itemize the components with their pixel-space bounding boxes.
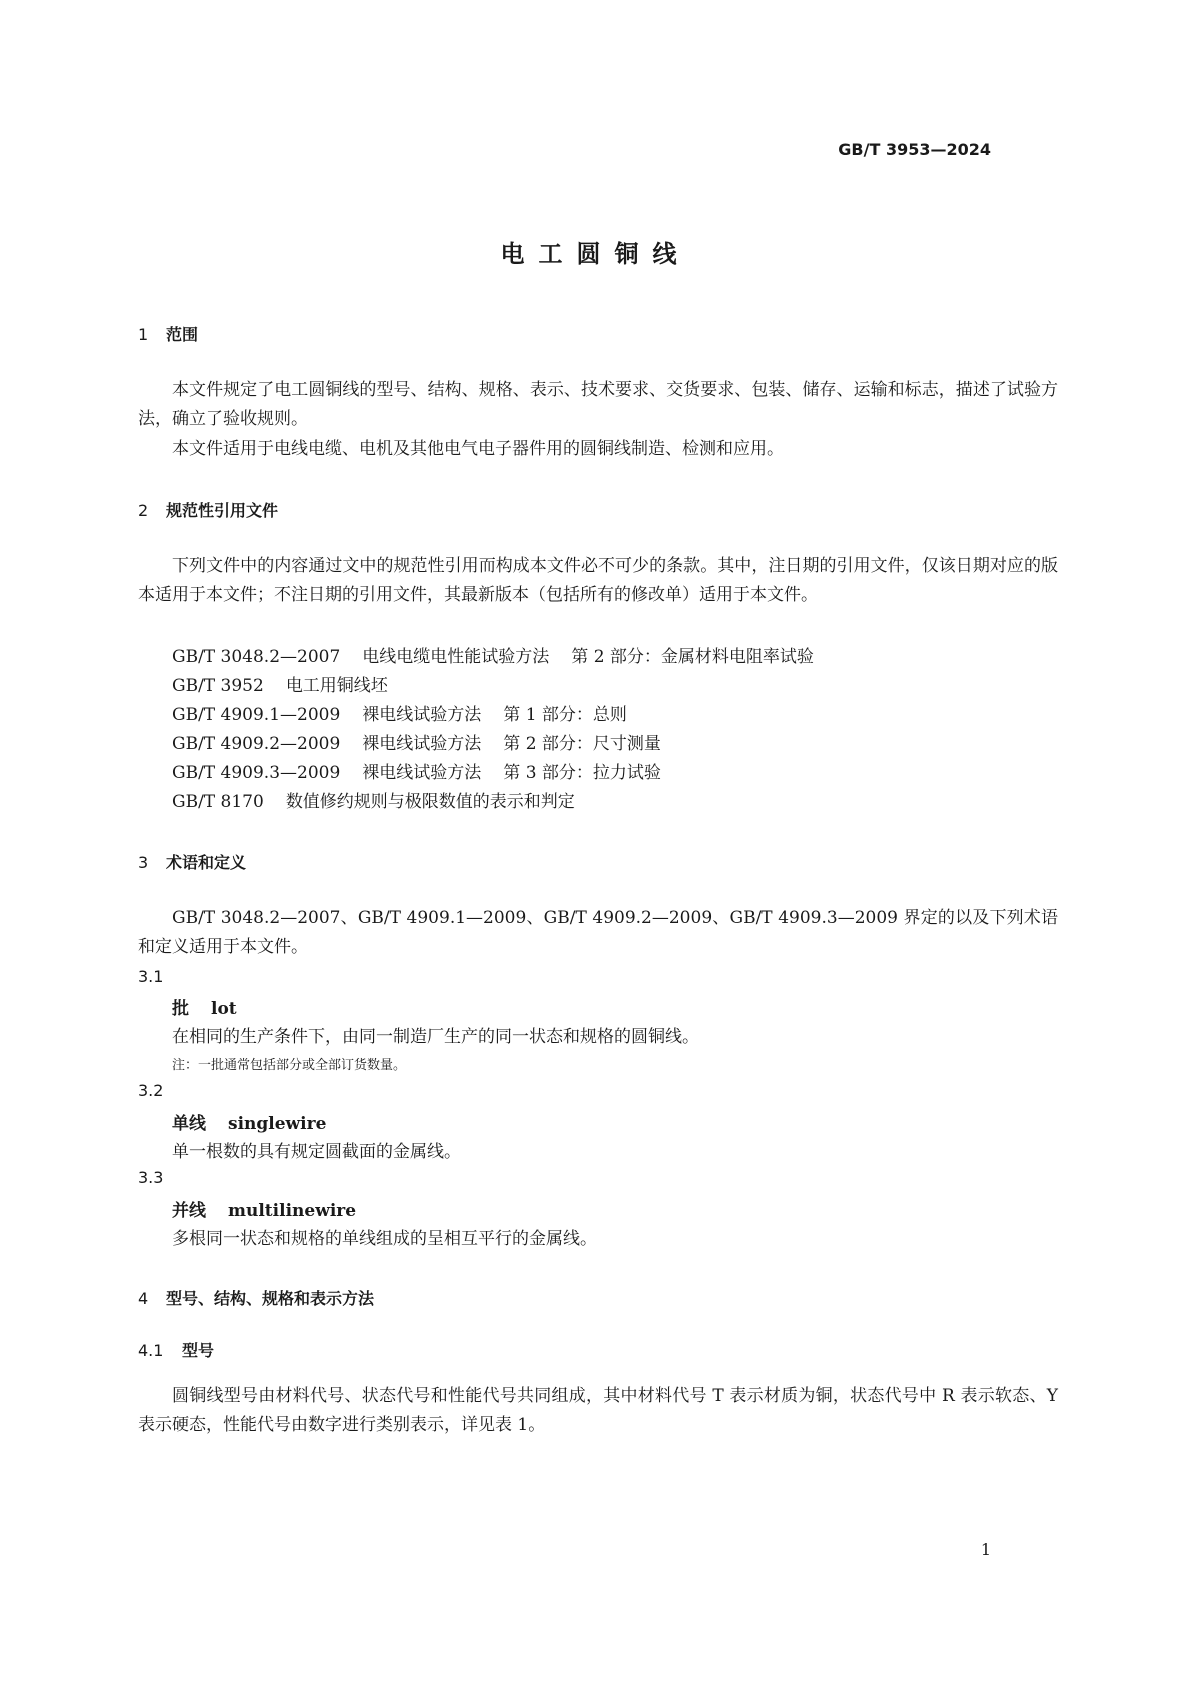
term-en: lot <box>211 999 237 1019</box>
reference-item <box>172 729 661 754</box>
document-title: 电工圆铜线 <box>500 240 691 268</box>
reference-title: 裸电线试验方法 <box>362 734 482 754</box>
term-number: 3.3 <box>138 1168 164 1187</box>
reference-item <box>172 700 627 725</box>
reference-part: 第 2 部分：金属材料电阻率试验 <box>571 647 814 667</box>
term-note: 注：一批通常包括部分或全部订货数量。 <box>172 1058 407 1073</box>
section-number: 4 <box>138 1289 149 1308</box>
subsection-title: 型号 <box>182 1341 215 1360</box>
section-number: 1 <box>138 325 149 344</box>
term-zh: 批 <box>172 999 189 1019</box>
section-title: 术语和定义 <box>166 853 247 872</box>
term-heading <box>172 1196 356 1221</box>
section-title: 型号、结构、规格和表示方法 <box>166 1289 375 1308</box>
section-title: 范围 <box>166 325 199 344</box>
term-definition: 单一根数的具有规定圆截面的金属线。 <box>172 1142 461 1162</box>
term-heading <box>172 1109 326 1134</box>
section-3-paragraph-1: GB/T 3048.2—2007、GB/T 4909.1—2009、GB/T 4909.2—2009、GB/T 4909.3—2009 界定的以及下列术语和定义适用于本文件。 <box>138 908 1058 957</box>
reference-item <box>172 787 575 812</box>
term-en: singlewire <box>228 1114 327 1134</box>
section-3-heading <box>138 850 246 873</box>
section-1-paragraph-2: 本文件适用于电线电缆、电机及其他电气电子器件用的圆铜线制造、检测和应用。 <box>172 439 784 459</box>
reference-code: GB/T 4909.1—2009 <box>172 705 341 725</box>
reference-part: 第 3 部分：拉力试验 <box>503 763 661 783</box>
reference-title: 裸电线试验方法 <box>362 705 482 725</box>
reference-title: 电工用铜线坯 <box>285 676 388 696</box>
standard-code: GB/T 3953—2024 <box>838 140 991 159</box>
reference-item <box>172 642 814 667</box>
reference-code: GB/T 3048.2—2007 <box>172 647 341 667</box>
reference-title: 数值修约规则与极限数值的表示和判定 <box>285 792 575 812</box>
term-en: multilinewire <box>228 1201 357 1221</box>
section-2-heading <box>138 498 278 521</box>
section-1-heading <box>138 322 198 345</box>
reference-code: GB/T 3952 <box>172 676 264 696</box>
term-definition: 多根同一状态和规格的单线组成的呈相互平行的金属线。 <box>172 1229 597 1249</box>
reference-item <box>172 758 661 783</box>
section-4-heading <box>138 1286 374 1309</box>
page-number: 1 <box>980 1540 991 1559</box>
section-title: 规范性引用文件 <box>166 501 279 520</box>
section-1-paragraph-1: 本文件规定了电工圆铜线的型号、结构、规格、表示、技术要求、交货要求、包装、储存、运输和标志，描述了试验方法，确立了验收规则。 <box>138 380 1058 429</box>
term-zh: 单线 <box>172 1114 206 1134</box>
reference-part: 第 2 部分：尺寸测量 <box>503 734 661 754</box>
term-number: 3.2 <box>138 1081 164 1100</box>
term-heading <box>172 994 237 1019</box>
reference-code: GB/T 4909.3—2009 <box>172 763 341 783</box>
reference-title: 裸电线试验方法 <box>362 763 482 783</box>
term-zh: 并线 <box>172 1201 206 1221</box>
section-2-paragraph-1: 下列文件中的内容通过文中的规范性引用而构成本文件必不可少的条款。其中，注日期的引用文件，仅该日期对应的版本适用于本文件；不注日期的引用文件，其最新版本（包括所有的修改单）适用于本文件。 <box>138 556 1058 605</box>
term-definition: 在相同的生产条件下，由同一制造厂生产的同一状态和规格的圆铜线。 <box>172 1027 699 1047</box>
reference-item <box>172 671 388 696</box>
term-number: 3.1 <box>138 967 164 986</box>
section-number: 2 <box>138 501 149 520</box>
subsection-number: 4.1 <box>138 1341 164 1360</box>
reference-code: GB/T 4909.2—2009 <box>172 734 341 754</box>
reference-part: 第 1 部分：总则 <box>503 705 627 725</box>
reference-title: 电线电缆电性能试验方法 <box>362 647 550 667</box>
subsection-4-1-paragraph-1: 圆铜线型号由材料代号、状态代号和性能代号共同组成，其中材料代号 T 表示材质为铜，状态代号中 R 表示软态、Y 表示硬态，性能代号由数字进行类别表示，详见表 1。 <box>138 1386 1058 1435</box>
subsection-4-1-heading <box>138 1338 214 1361</box>
section-number: 3 <box>138 853 149 872</box>
reference-code: GB/T 8170 <box>172 792 264 812</box>
